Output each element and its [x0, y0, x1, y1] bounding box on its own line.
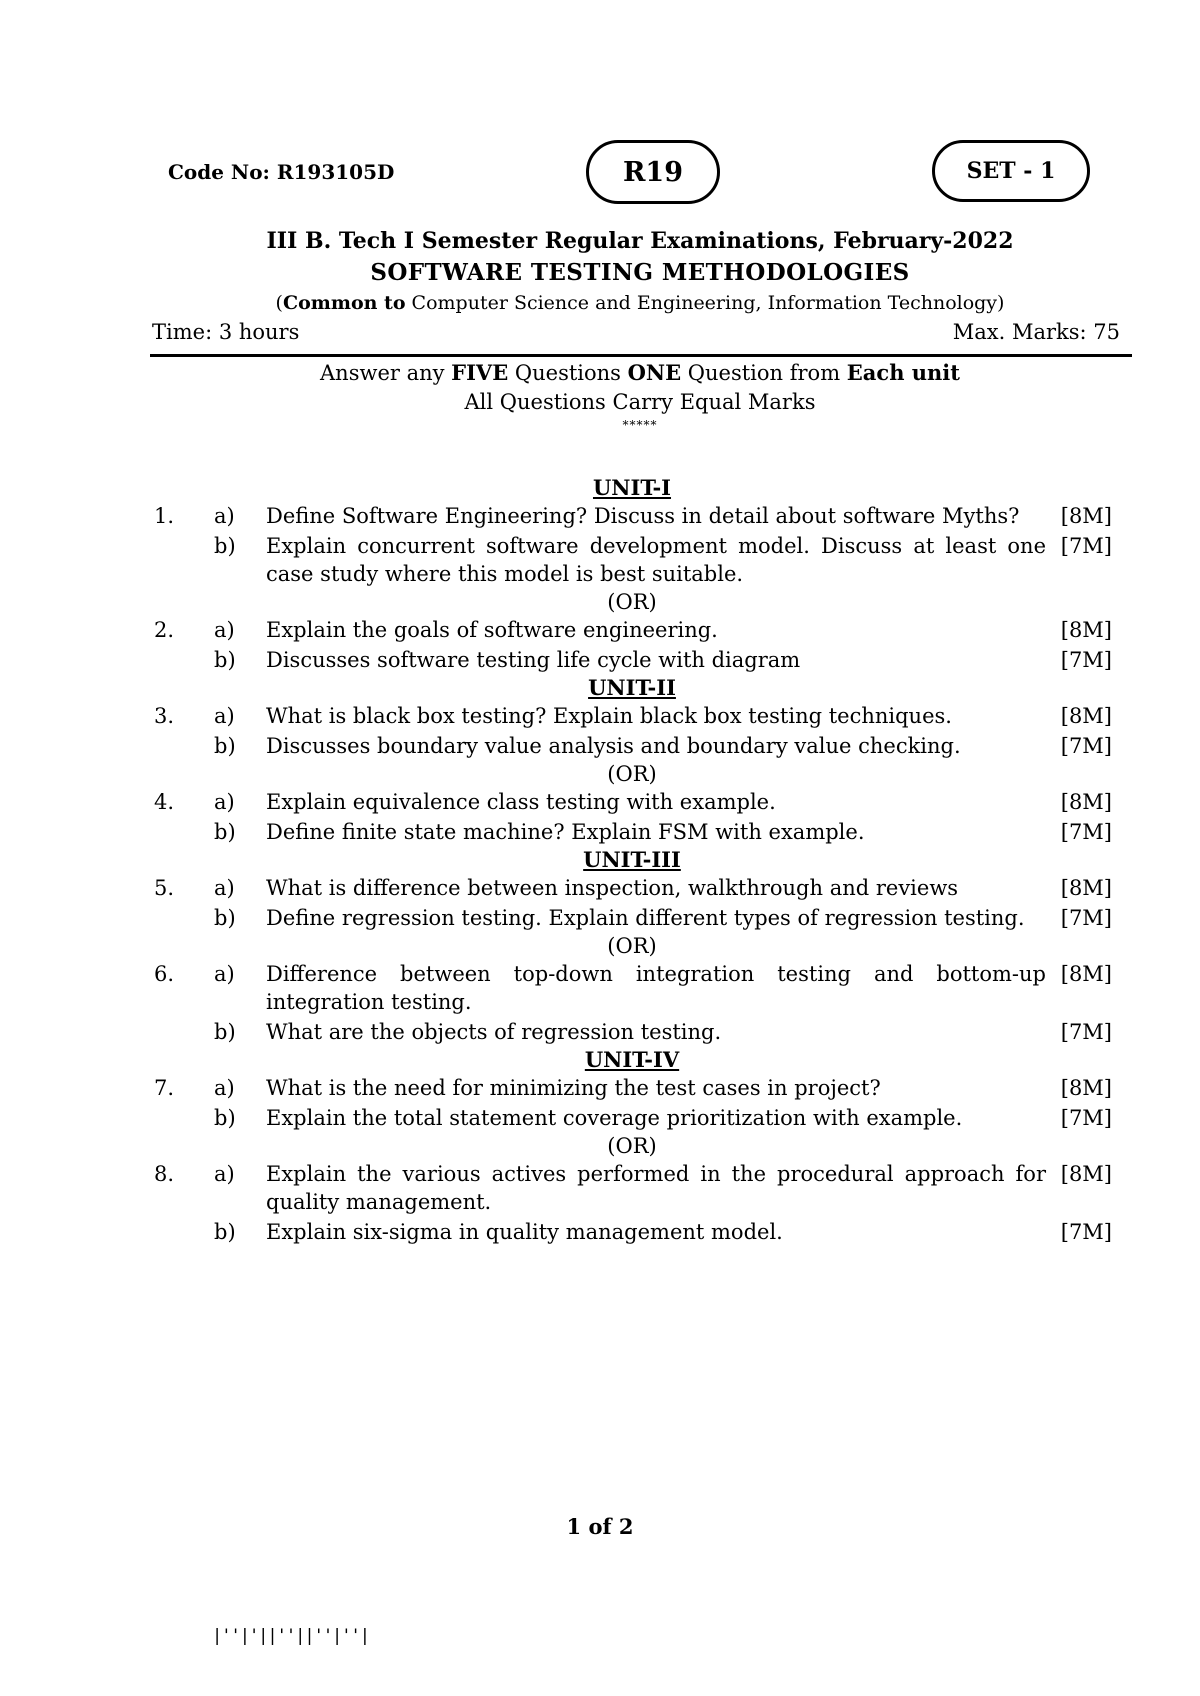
question-number: 4. [154, 790, 175, 814]
question-row [152, 616, 1112, 644]
question-text: Explain the various actives performed in the procedural approach for quality management. [266, 1162, 1046, 1214]
question-number [152, 1104, 214, 1132]
time-marks-row [152, 320, 1120, 344]
or-separator: (OR) [607, 934, 657, 958]
question-text: Define finite state machine? Explain FSM with example. [266, 820, 865, 844]
question-row [152, 818, 1112, 846]
question-part-label: a) [214, 704, 235, 728]
question-part-label: b) [214, 820, 236, 844]
question-row [152, 904, 1112, 932]
question-number [152, 818, 214, 846]
question-marks: [8M] [1060, 704, 1112, 728]
question-text: Explain the goals of software engineering. [266, 618, 718, 642]
question-marks: [7M] [1060, 534, 1112, 558]
header-divider [150, 354, 1132, 357]
unit-heading: UNIT-IV [584, 1047, 680, 1072]
question-marks: [8M] [1060, 876, 1112, 900]
or-separator: (OR) [607, 590, 657, 614]
question-part-label: b) [214, 1020, 236, 1044]
question-text: Explain concurrent software development model. Discuss at least one case study where this model is best suitable. [266, 534, 1046, 586]
instr-part-c: Questions [508, 361, 628, 385]
set-badge: SET - 1 [932, 140, 1090, 202]
question-part-label: a) [214, 1076, 235, 1100]
instr-part-b: FIVE [451, 360, 509, 385]
instr-part-a: Answer any [320, 361, 452, 385]
unit-heading: UNIT-II [588, 675, 676, 700]
question-marks: [7M] [1060, 906, 1112, 930]
question-number: 8. [154, 1162, 175, 1186]
question-text: Difference between top-down integration testing and bottom-up integration testing. [266, 962, 1046, 1014]
question-row [152, 874, 1112, 902]
question-marks: [8M] [1060, 618, 1112, 642]
question-row [152, 1104, 1112, 1132]
unit-heading: UNIT-III [583, 847, 681, 872]
question-part-label: b) [214, 648, 236, 672]
question-text: Discusses software testing life cycle with diagram [266, 648, 801, 672]
or-separator: (OR) [607, 1134, 657, 1158]
equal-marks-line: All Questions Carry Equal Marks [464, 390, 816, 414]
question-part-label: b) [214, 1220, 236, 1244]
question-text: Discusses boundary value analysis and boundary value checking. [266, 734, 961, 758]
question-row [152, 1074, 1112, 1102]
question-marks: [8M] [1060, 1076, 1112, 1100]
question-marks: [7M] [1060, 648, 1112, 672]
questions-section [152, 474, 1112, 1246]
question-part-label: a) [214, 876, 235, 900]
question-text: Define Software Engineering? Discuss in detail about software Myths? [266, 504, 1020, 528]
question-number: 1. [154, 504, 175, 528]
question-row [152, 1218, 1112, 1246]
question-text: What is the need for minimizing the test cases in project? [266, 1076, 881, 1100]
instr-part-d: ONE [627, 360, 682, 385]
common-open: ( [275, 292, 283, 314]
barcode-mark: |''|'||''||''|''| [212, 1626, 369, 1646]
instr-part-f: Each unit [846, 360, 960, 385]
question-marks: [7M] [1060, 1106, 1112, 1130]
page-number: 1 of 2 [566, 1514, 634, 1539]
unit-heading: UNIT-I [592, 475, 672, 500]
question-marks: [8M] [1060, 790, 1112, 814]
question-text: What is difference between inspection, walkthrough and reviews [266, 876, 959, 900]
question-marks: [7M] [1060, 820, 1112, 844]
max-marks: Max. Marks: 75 [952, 320, 1120, 344]
question-number: 7. [154, 1076, 175, 1100]
question-part-label: b) [214, 534, 236, 558]
question-marks: [8M] [1060, 962, 1112, 986]
question-row [152, 502, 1112, 530]
common-to-label: Common to [282, 292, 406, 314]
common-to-branches: Computer Science and Engineering, Information Technology) [405, 292, 1005, 314]
question-row [152, 960, 1112, 1016]
question-number: 5. [154, 876, 175, 900]
question-row [152, 1160, 1112, 1216]
or-separator: (OR) [607, 762, 657, 786]
question-number: 2. [154, 618, 175, 642]
question-marks: [8M] [1060, 504, 1112, 528]
question-part-label: a) [214, 504, 235, 528]
question-text: What are the objects of regression testing. [266, 1020, 722, 1044]
regulation-badge: R19 [586, 140, 720, 204]
question-text: Define regression testing. Explain different types of regression testing. [266, 906, 1025, 930]
question-part-label: a) [214, 962, 235, 986]
question-number [152, 646, 214, 674]
stars-separator: ***** [622, 418, 658, 432]
question-text: Explain six-sigma in quality management model. [266, 1220, 783, 1244]
question-part-label: a) [214, 618, 235, 642]
question-number [152, 1018, 214, 1046]
question-marks: [7M] [1060, 1020, 1112, 1044]
exam-time: Time: 3 hours [152, 320, 300, 344]
instr-part-e: Question from [681, 361, 847, 385]
question-text: Explain equivalence class testing with example. [266, 790, 776, 814]
question-number [152, 732, 214, 760]
question-row [152, 1018, 1112, 1046]
exam-title: III B. Tech I Semester Regular Examinations, February-2022 [266, 228, 1014, 254]
common-to-line [150, 292, 1130, 314]
question-row [152, 532, 1112, 588]
question-number [152, 904, 214, 932]
question-number [152, 1218, 214, 1246]
question-marks: [7M] [1060, 734, 1112, 758]
question-part-label: b) [214, 906, 236, 930]
instruction-line [150, 360, 1130, 385]
question-row [152, 702, 1112, 730]
question-number: 6. [154, 962, 175, 986]
code-number: Code No: R193105D [168, 160, 395, 184]
question-marks: [7M] [1060, 1220, 1112, 1244]
question-row [152, 788, 1112, 816]
question-number [152, 532, 214, 588]
question-part-label: a) [214, 790, 235, 814]
question-row [152, 646, 1112, 674]
question-part-label: b) [214, 734, 236, 758]
question-number: 3. [154, 704, 175, 728]
question-text: What is black box testing? Explain black box testing techniques. [266, 704, 952, 728]
question-text: Explain the total statement coverage prioritization with example. [266, 1106, 963, 1130]
question-row [152, 732, 1112, 760]
question-marks: [8M] [1060, 1162, 1112, 1186]
question-part-label: b) [214, 1106, 236, 1130]
question-part-label: a) [214, 1162, 235, 1186]
subject-title: SOFTWARE TESTING METHODOLOGIES [370, 259, 910, 286]
